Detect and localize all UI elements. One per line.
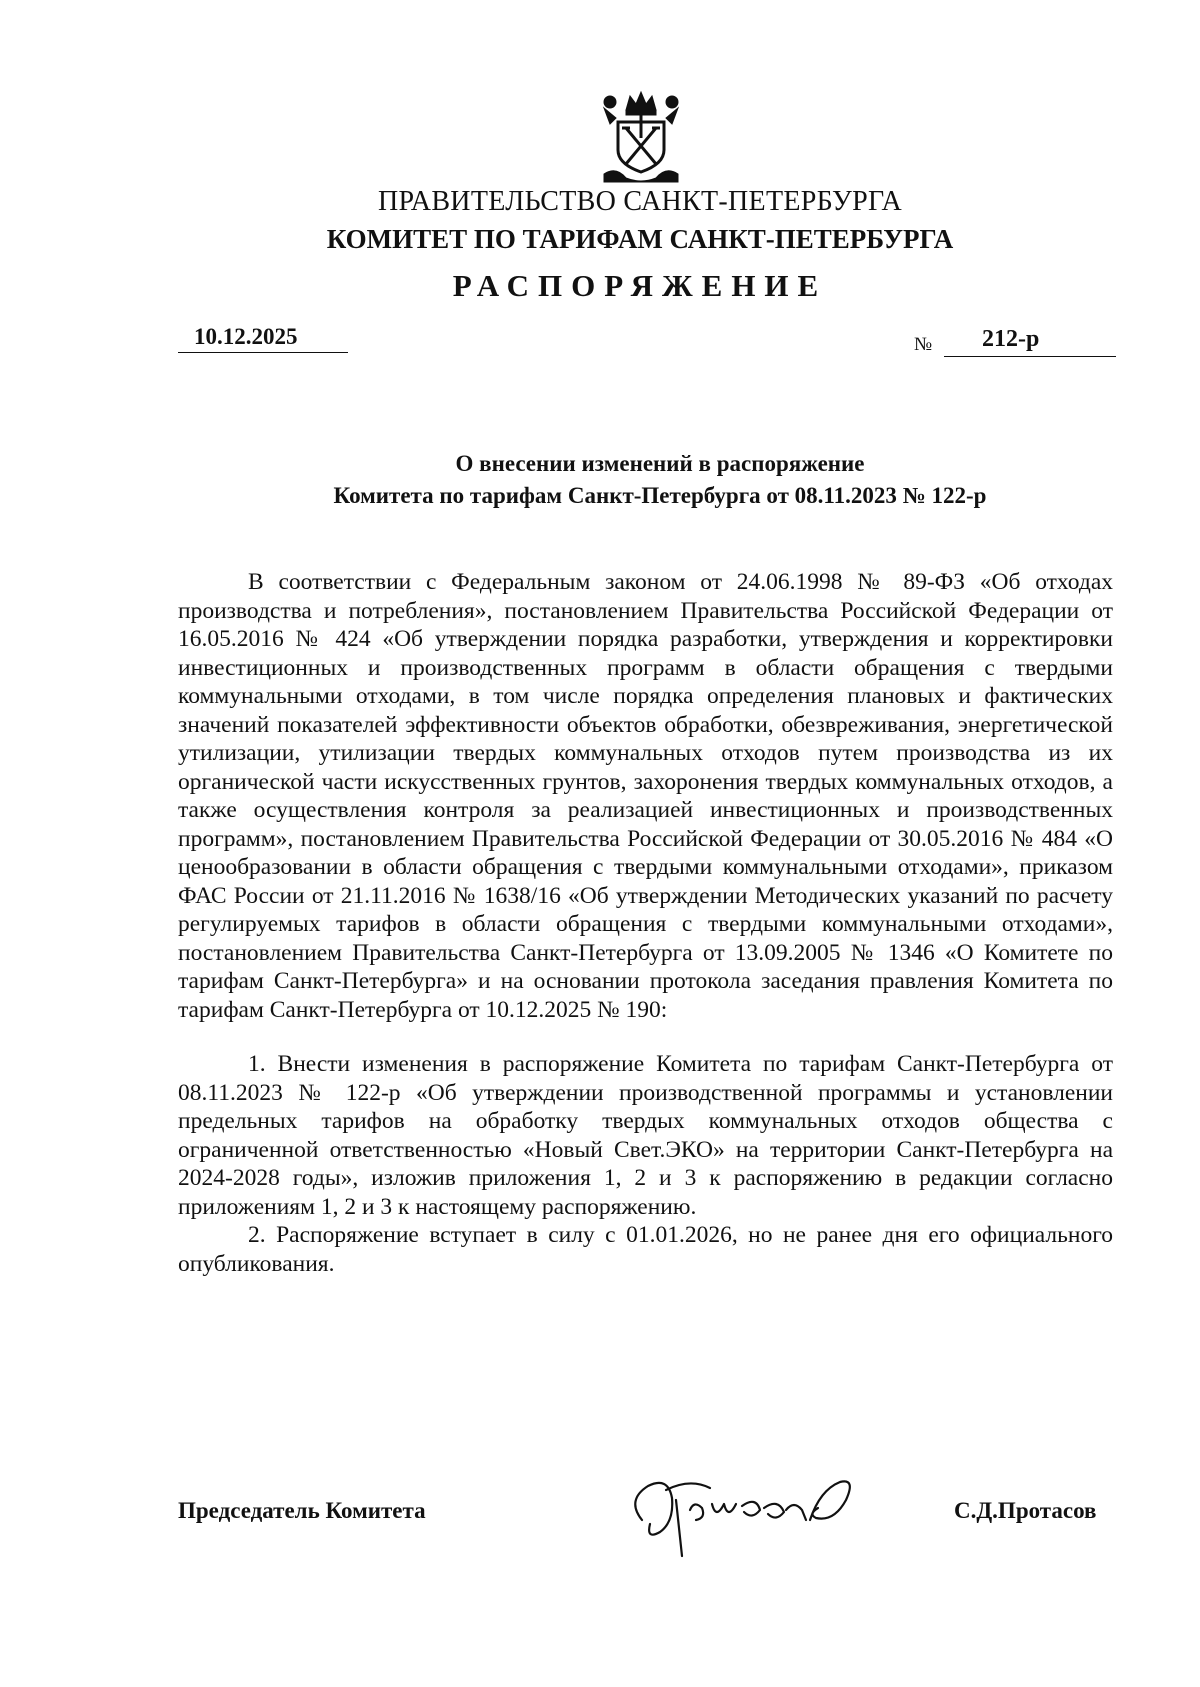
number-underline [944,356,1116,357]
subject-line-1: О внесении изменений в распоряжение [455,451,865,476]
signer-name: С.Д.Протасов [954,1498,1097,1523]
document-date-field [178,324,348,353]
number-sign: № [914,334,933,355]
preamble-paragraph: В соответствии с Федеральным законом от 24.06.1998 № 89-ФЗ «Об отходах производства и потребления», постановлением Правительства Российской Федерации от 16.05.2016 № 424 «Об утверждении порядка разработки, утверждения и корректировки инвестиционных и производственных программ в области обращения с твердыми коммунальными отходами, в том числе порядка определения плановых и фактических значений показателей эффективности объектов обработки, обезвреживания, энергетической утилизации, утилизации твердых коммунальных отходов путем производства из их органической части искусственных грунтов, захоронения твердых коммунальных отходов, а также осуществления контроля за реализацией инвестиционных и производственных программ», постановлением Правительства Российской Федерации от 30.05.2016 № 484 «О ценообразовании в области обращения с твердыми коммунальными отходами», приказом ФАС России от 21.11.2016 № 1638/16 «Об утверждении Методических указаний по расчету регулируемых тарифов в области обращения с твердыми коммунальными отходами», постановлением Правительства Санкт-Петербурга от 13.09.2005 № 1346 «О Комитете по тарифам Санкт-Петербурга» и на основании протокола заседания правления Комитета по тарифам Санкт-Петербурга от 10.12.2025 № 190: [178,569,1113,1023]
government-name: ПРАВИТЕЛЬСТВО САНКТ-ПЕТЕРБУРГА [378,186,902,217]
date-underline [178,352,348,353]
item-1-paragraph: 1. Внести изменения в распоряжение Комитета по тарифам Санкт-Петербурга от 08.11.2023 № 122-р «Об утверждении производственной программы и установлении предельных тарифов на обработку твердых коммунальных отходов общества с ограниченной ответственностью «Новый Свет.ЭКО» на территории Санкт-Петербурга на 2024-2028 годы», изложив приложения 1, 2 и 3 к распоряжению в редакции согласно приложениям 1, 2 и 3 к настоящему распоряжению. [178,1051,1113,1220]
document-number: 212-р [982,326,1040,352]
signer-position: Председатель Комитета [178,1498,426,1523]
document-date: 10.12.2025 [194,324,298,349]
document-subject [230,448,1090,512]
subject-line-2: Комитета по тарифам Санкт-Петербурга от 08.11.2023 № 122-р [333,483,987,508]
item-2-paragraph: 2. Распоряжение вступает в силу с 01.01.2026, но не ранее дня его официального опубликования. [178,1222,1113,1277]
document-body [178,568,1113,1278]
document-type-title: РАСПОРЯЖЕНИЕ [452,268,828,303]
committee-name: КОМИТЕТ ПО ТАРИФАМ САНКТ-ПЕТЕРБУРГА [326,224,954,254]
handwritten-signature-icon [620,1460,880,1570]
coat-of-arms-icon [596,88,686,188]
